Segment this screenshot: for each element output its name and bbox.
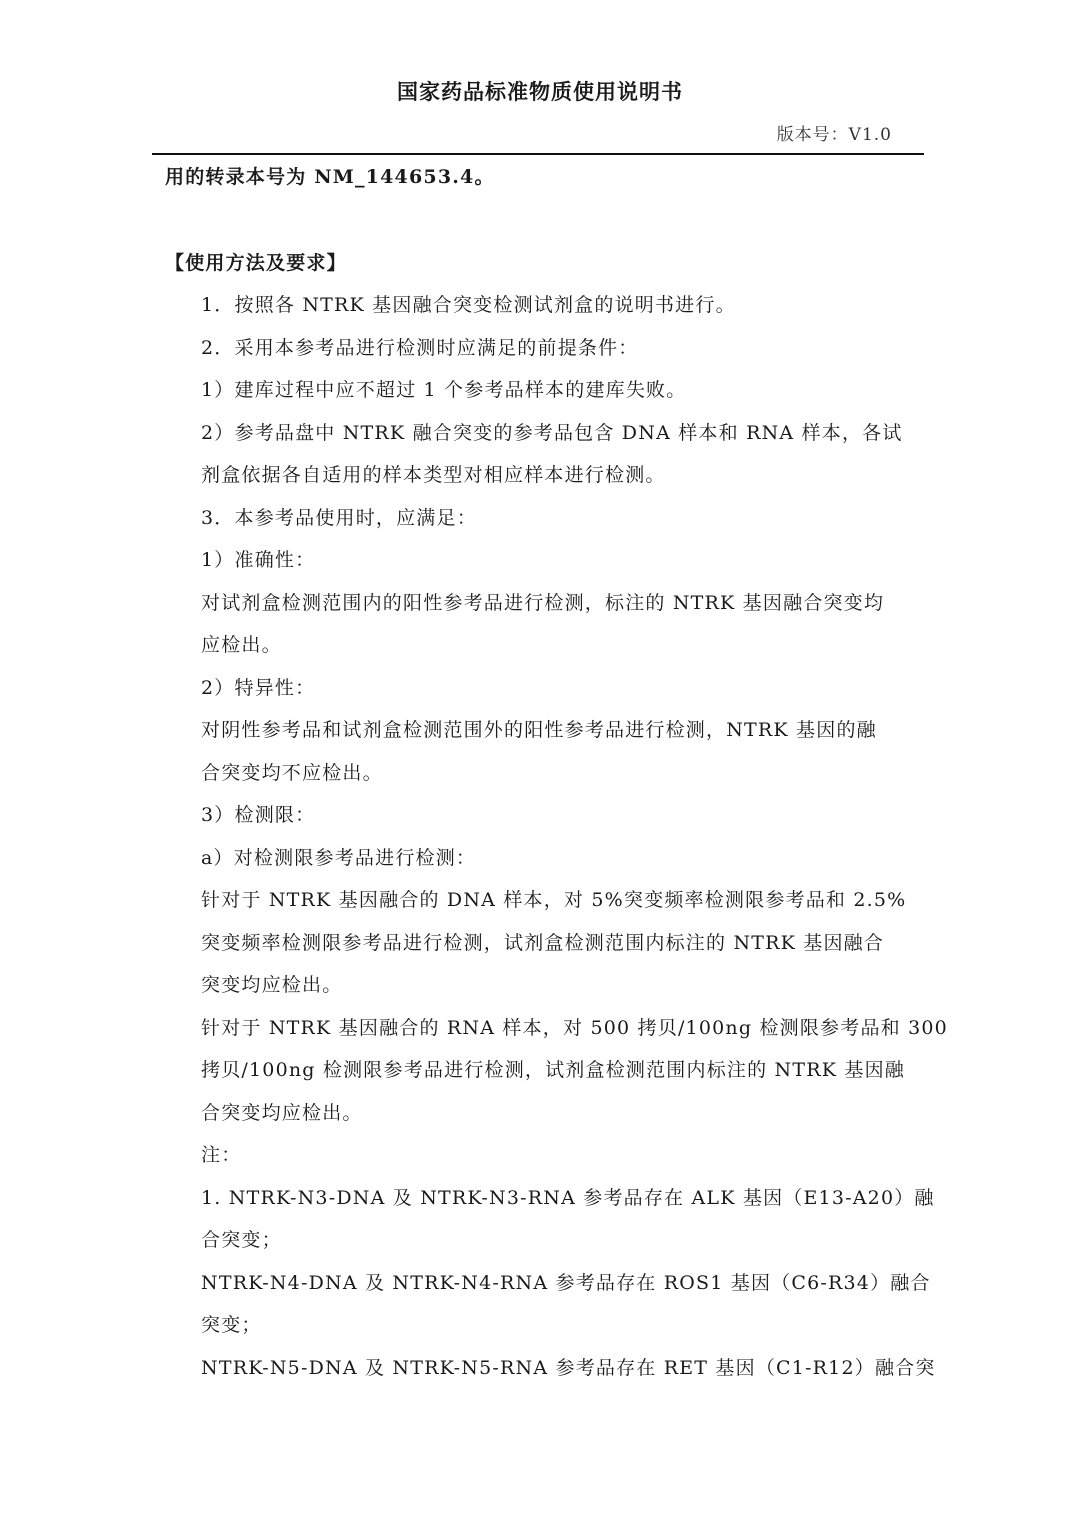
- lod-rna-text-cont: 拷贝/100ng 检测限参考品进行检测，试剂盒检测范围内标注的 NTRK 基因融: [201, 1059, 905, 1081]
- accuracy-text: 对试剂盒检测范围内的阳性参考品进行检测，标注的 NTRK 基因融合突变均: [201, 592, 885, 614]
- specificity-text-cont: 合突变均不应检出。: [201, 762, 383, 784]
- lod-dna-text: 针对于 NTRK 基因融合的 DNA 样本，对 5%突变频率检测限参考品和 2.5%: [201, 889, 907, 911]
- step-3: 3．本参考品使用时，应满足：: [201, 507, 477, 529]
- note-label: 注：: [201, 1144, 242, 1166]
- note-2-cont: 突变；: [201, 1314, 262, 1336]
- lod-subheading: a）对检测限参考品进行检测：: [201, 847, 477, 869]
- accuracy-text-cont: 应检出。: [201, 634, 282, 656]
- document-title: 国家药品标准物质使用说明书: [397, 79, 683, 104]
- header-divider: [152, 153, 924, 155]
- condition-2: 2）参考品盘中 NTRK 融合突变的参考品包含 DNA 样本和 RNA 样本，各试: [201, 422, 903, 444]
- note-2: NTRK-N4-DNA 及 NTRK-N4-RNA 参考品存在 ROS1 基因（C6-R34）融合: [201, 1272, 931, 1294]
- condition-1: 1）建库过程中应不超过 1 个参考品样本的建库失败。: [201, 379, 687, 401]
- step-2: 2．采用本参考品进行检测时应满足的前提条件：: [201, 337, 639, 359]
- version-number: 版本号：V1.0: [776, 125, 892, 145]
- condition-2-cont: 剂盒依据各自适用的样本类型对相应样本进行检测。: [201, 464, 666, 486]
- note-3: NTRK-N5-DNA 及 NTRK-N5-RNA 参考品存在 RET 基因（C1-R12）融合突: [201, 1357, 936, 1379]
- lod-rna-text-end: 合突变均应检出。: [201, 1102, 363, 1124]
- transcript-line: 用的转录本号为 NM_144653.4。: [165, 166, 495, 188]
- lod-heading: 3）检测限：: [201, 804, 316, 826]
- note-1-cont: 合突变；: [201, 1229, 282, 1251]
- step-1: 1．按照各 NTRK 基因融合突变检测试剂盒的说明书进行。: [201, 294, 736, 316]
- specificity-text: 对阴性参考品和试剂盒检测范围外的阳性参考品进行检测，NTRK 基因的融: [201, 719, 877, 741]
- lod-rna-text: 针对于 NTRK 基因融合的 RNA 样本，对 500 拷贝/100ng 检测限参考品和 300: [201, 1017, 948, 1039]
- lod-dna-text-end: 突变均应检出。: [201, 974, 343, 996]
- specificity-heading: 2）特异性：: [201, 677, 316, 699]
- accuracy-heading: 1）准确性：: [201, 549, 316, 571]
- lod-dna-text-cont: 突变频率检测限参考品进行检测，试剂盒检测范围内标注的 NTRK 基因融合: [201, 932, 885, 954]
- note-1: 1. NTRK-N3-DNA 及 NTRK-N3-RNA 参考品存在 ALK 基因（E13-A20）融: [201, 1187, 935, 1209]
- section-heading: 【使用方法及要求】: [165, 252, 347, 274]
